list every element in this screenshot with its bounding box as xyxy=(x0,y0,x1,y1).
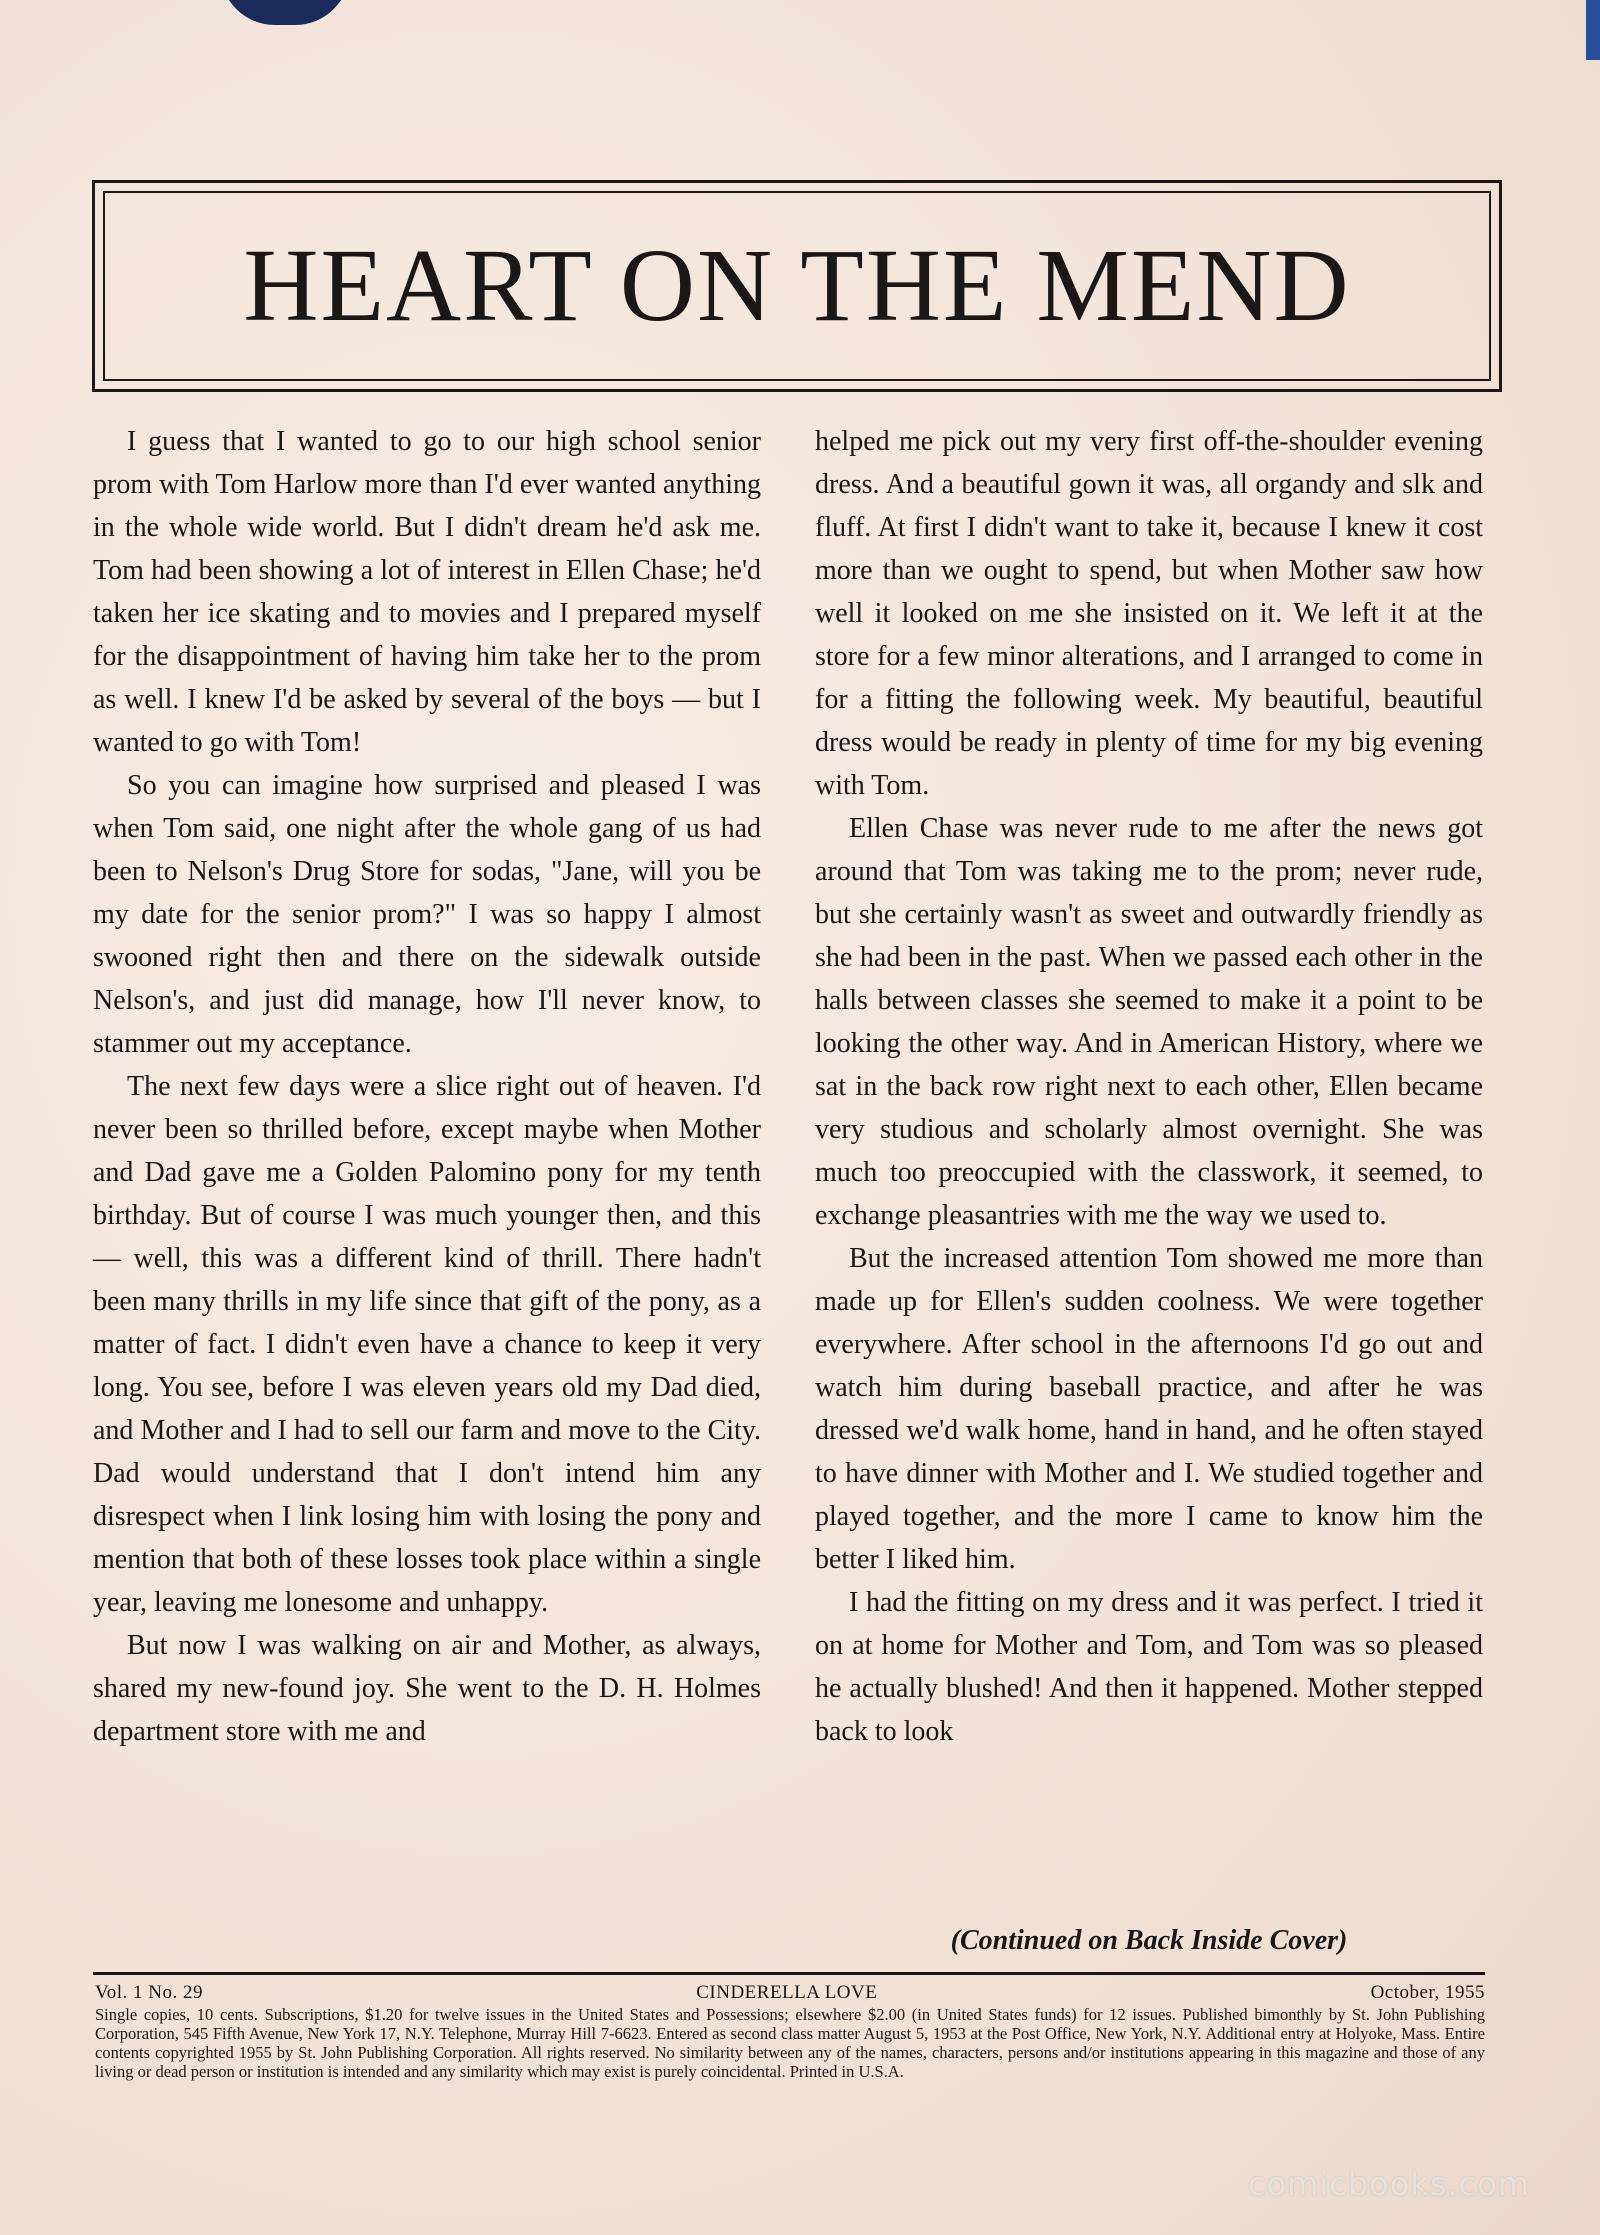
publication-fineprint: Single copies, 10 cents. Subscriptions, $1.20 for twelve issues in the United States and Possessions; elsewhere $2.00 (in United States funds) for 12 issues. Published bimonthly by St. John Publishing Corporation, 545 Fifth Avenue, New York 17, N.Y. Telephone, Murray Hill 7-6623. Entered as second class matter August 5, 1953 at the Post Office, New York, N.Y. Additional entry at Holyoke, Mass. Entire contents copyrighted 1955 by St. John Publishing Corporation. All rights reserved. No similarity between any of the names, characters, persons and/or institutions appearing in this magazine and those of any living or dead person or institution is intended and any similarity which may exist is purely coincidental. Printed in U.S.A. xyxy=(95,2005,1485,2081)
left-paragraph-1: I guess that I wanted to go to our high school senior prom with Tom Harlow more than I'd ever wanted anything in the whole wide world. But I didn't dream he'd ask me. Tom had been showing a lot of interest in Ellen Chase; he'd taken her ice skating and to movies and I prepared myself for the disappointment of having him take her to the prom as well. I knew I'd be asked by several of the boys — but I wanted to go with Tom! xyxy=(93,426,761,758)
right-paragraph-4: I had the fitting on my dress and it was perfect. I tried it on at home for Mother and Tom, and Tom was so pleased he actually blushed! And then it happened. Mother stepped back to look xyxy=(815,1587,1483,1747)
title-box-inner xyxy=(103,191,1491,381)
ink-blot xyxy=(220,0,350,25)
edge-mark xyxy=(1586,0,1600,60)
story-title: HEART ON THE MEND xyxy=(243,228,1351,343)
right-paragraph-2: Ellen Chase was never rude to me after the news got around that Tom was taking me to the prom; never rude, but she certainly wasn't as sweet and outwardly friendly as she had been in the past. When we passed each other in the halls between classes she seemed to make it a point to be looking the other way. And in American History, where we sat in the back row right next to each other, Ellen became very studious and scholarly almost overnight. She was much too preoccupied with the classwork, it seemed, to exchange pleasantries with me the way we used to. xyxy=(815,813,1483,1231)
right-column xyxy=(815,420,1483,1753)
right-paragraph-3: But the increased attention Tom showed me more than made up for Ellen's sudden coolness. We were together everywhere. After school in the afternoons I'd go out and watch him during baseball practice, and after he was dressed we'd walk home, hand in hand, and he often stayed to have dinner with Mother and I. We studied together and played together, and the more I came to know him the better I liked him. xyxy=(815,1243,1483,1575)
continued-note: (Continued on Back Inside Cover) xyxy=(950,1925,1348,1956)
magazine-name: CINDERELLA LOVE xyxy=(696,1982,878,2003)
left-paragraph-4: But now I was walking on air and Mother, as always, shared my new-found joy. She went to the D. H. Holmes department store with me and xyxy=(93,1630,761,1747)
site-watermark: comicbooks.com xyxy=(1247,2165,1530,2203)
left-paragraph-3: The next few days were a slice right out of heaven. I'd never been so thrilled before, except maybe when Mother and Dad gave me a Golden Palomino pony for my tenth birthday. But of course I was much younger then, and this — well, this was a different kind of thrill. There hadn't been many thrills in my life since that gift of the pony, as a matter of fact. I didn't even have a chance to keep it very long. You see, before I was eleven years old my Dad died, and Mother and I had to sell our farm and move to the City. Dad would understand that I don't intend him any disrespect when I link losing him with losing the pony and mention that both of these losses took place within a single year, leaving me lonesome and unhappy. xyxy=(93,1071,761,1618)
right-paragraph-1: helped me pick out my very first off-the-shoulder evening dress. And a beautiful gown it was, all organdy and slk and fluff. At first I didn't want to take it, because I knew it cost more than we ought to spend, but when Mother saw how well it looked on me she insisted on it. We left it at the store for a few minor alterations, and I arranged to come in for a fitting the following week. My beautiful, beautiful dress would be ready in plenty of time for my big evening with Tom. xyxy=(815,426,1483,801)
volume-number: Vol. 1 No. 29 xyxy=(95,1982,204,2003)
left-paragraph-2: So you can imagine how surprised and pleased I was when Tom said, one night after the whole gang of us had been to Nelson's Drug Store for sodas, "Jane, will you be my date for the senior prom?" I was so happy I almost swooned right then and there on the sidewalk outside Nelson's, and just did manage, how I'll never know, to stammer out my acceptance. xyxy=(93,770,761,1059)
issue-date: October, 1955 xyxy=(1370,1982,1485,2003)
masthead xyxy=(95,1982,1485,2004)
footer-rule xyxy=(93,1972,1485,1975)
title-box xyxy=(92,180,1502,392)
left-column xyxy=(93,420,761,1753)
